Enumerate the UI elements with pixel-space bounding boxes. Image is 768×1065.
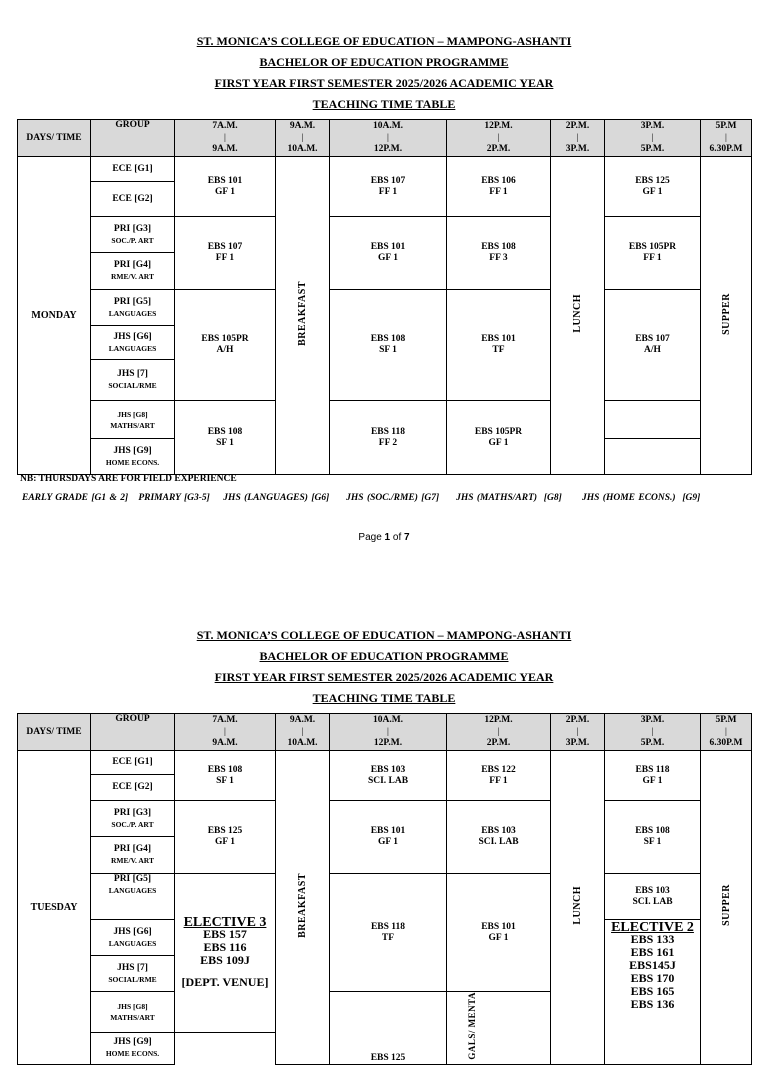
day-tuesday: TUESDAY (18, 751, 91, 1065)
group-header: GROUP (91, 120, 175, 157)
cell: EBS 118 TF (330, 874, 447, 992)
cell: EBS 108 FF 3 (447, 217, 551, 290)
semester-title: FIRST YEAR FIRST SEMESTER 2025/2026 ACADEMIC YEAR (214, 76, 554, 90)
cell: EBS 101 TF (447, 290, 551, 401)
cell: EBS 103 SCI. LAB (447, 801, 551, 874)
timetable-title: TEACHING TIME TABLE (312, 97, 456, 111)
elective-3-cell (175, 874, 276, 1033)
group-g9: JHS [G9] HOME ECONS. (91, 439, 175, 475)
elective-3-venue: [DEPT. VENUE] (181, 975, 269, 990)
semester-title: FIRST YEAR FIRST SEMESTER 2025/2026 ACADEMIC YEAR (214, 670, 554, 684)
slot-12-2: 12P.M. | 2P.M. (447, 714, 551, 751)
supper-column: SUPPER (701, 157, 752, 475)
cell: EBS 103 SCI. LAB (330, 751, 447, 801)
group-g6: JHS [G6] LANGUAGES (91, 920, 175, 956)
note-thursdays: NB: THURSDAYS ARE FOR FIELD EXPERIENCE (20, 474, 237, 484)
group-g5: PRI [G5] LANGUAGES (91, 290, 175, 326)
cell: EBS 105PR FF 1 (605, 217, 701, 290)
group-g3: PRI [G3] SOC./P. ART (91, 801, 175, 837)
slot-3-5: 3P.M. | 5P.M. (605, 714, 701, 751)
cell: EBS 101 GF 1 (447, 874, 551, 992)
cell: EBS 101 GF 1 (330, 217, 447, 290)
group-g6: JHS [G6] LANGUAGES (91, 326, 175, 360)
elective-3-title: ELECTIVE 3 (183, 915, 267, 931)
lunch-column: LUNCH (551, 751, 605, 1065)
group-header: GROUP (91, 714, 175, 751)
group-g2: ECE [G2] (91, 775, 175, 801)
cell: EBS 101 GF 1 (175, 157, 276, 217)
page-number: Page 1 of 7 (358, 532, 410, 543)
group-g9: JHS [G9] HOME ECONS. (91, 1032, 175, 1064)
slot-9-10: 9A.M. | 10A.M. (276, 120, 330, 157)
group-g4: PRI [G4] RME/V. ART (91, 253, 175, 290)
group-g8: JHS [G8] MATHS/ART (91, 401, 175, 439)
elective-2-title: ELECTIVE 2 (611, 920, 694, 935)
days-time-header: DAYS/ TIME (18, 714, 91, 751)
slot-5-630: 5P.M | 6.30P.M (701, 714, 752, 751)
cell: EBS 108 SF 1 (175, 751, 276, 801)
slot-5-630: 5P.M | 6.30P.M (701, 120, 752, 157)
slot-2-3: 2P.M. | 3P.M. (551, 120, 605, 157)
cell: EBS 107 FF 1 (330, 157, 447, 217)
slot-7-9: 7A.M. | 9A.M. (175, 120, 276, 157)
group-g7: JHS [7] SOCIAL/RME (91, 360, 175, 401)
elective-course: EBS 170 (630, 971, 675, 985)
breakfast-column: BREAKFAST (276, 751, 330, 1065)
slot-12-2: 12P.M. | 2P.M. (447, 120, 551, 157)
elective-course: EBS145J (629, 958, 676, 972)
group-g5: PRI [G5] LANGUAGES (91, 874, 175, 920)
cell: EBS 107 A/H (605, 290, 701, 401)
breakfast-column: BREAKFAST (276, 157, 330, 475)
elective-course: EBS 109J (200, 953, 250, 968)
group-g3: PRI [G3] SOC./P. ART (91, 217, 175, 253)
cell: EBS 106 FF 1 (447, 157, 551, 217)
group-g1: ECE [G1] (91, 751, 175, 775)
cell: EBS 118 GF 1 (605, 751, 701, 801)
cell: EBS 108 SF 1 (605, 801, 701, 874)
college-name: ST. MONICA’S COLLEGE OF EDUCATION – MAMPONG-ASHANTI (196, 34, 572, 48)
empty-cell (605, 439, 701, 475)
slot-9-10: 9A.M. | 10A.M. (276, 714, 330, 751)
timetable-monday (17, 119, 752, 475)
cell: EBS 125 GF 1 (605, 157, 701, 217)
group-g1: ECE [G1] (91, 157, 175, 182)
cell: EBS 107 FF 1 (175, 217, 276, 290)
day-monday: MONDAY (18, 157, 91, 475)
elective-course: EBS 133 (630, 932, 675, 946)
group-g7: JHS [7] SOCIAL/RME (91, 956, 175, 992)
cell: GALS/ MENTA (447, 992, 551, 1065)
timetable-title: TEACHING TIME TABLE (312, 691, 456, 705)
cell: EBS 105PR A/H (175, 290, 276, 401)
elective-2-cell (605, 920, 701, 1065)
slot-3-5: 3P.M. | 5P.M. (605, 120, 701, 157)
elective-course: EBS 116 (203, 940, 247, 955)
cell: EBS 108 SF 1 (175, 401, 276, 475)
elective-course: EBS 157 (203, 927, 247, 942)
supper-column: SUPPER (701, 751, 752, 1065)
group-g4: PRI [G4] RME/V. ART (91, 837, 175, 874)
slot-10-12: 10A.M. | 12P.M. (330, 120, 447, 157)
header-row (18, 120, 752, 157)
group-g8: JHS [G8] MATHS/ART (91, 992, 175, 1033)
group-g2: ECE [G2] (91, 182, 175, 217)
slot-10-12: 10A.M. | 12P.M. (330, 714, 447, 751)
cell: EBS 105PR GF 1 (447, 401, 551, 475)
cell: EBS 118 FF 2 (330, 401, 447, 475)
programme-title: BACHELOR OF EDUCATION PROGRAMME (259, 55, 509, 69)
cell: EBS 125 GF 1 (175, 801, 276, 874)
lunch-column: LUNCH (551, 157, 605, 475)
timetable-tuesday (17, 713, 752, 1065)
days-time-header: DAYS/ TIME (18, 120, 91, 157)
group-key: EARLY GRADE [G1 & 2] PRIMARY [G3-5] JHS (LANGUAGES) [G6] JHS (SOC./RME) [G7] JHS (MATHS/ART) [G8] JHS (HOME ECONS.) [G9] (22, 493, 701, 503)
empty-cell (605, 401, 701, 439)
cell: EBS 103 SCI. LAB (605, 874, 701, 920)
slot-7-9: 7A.M. | 9A.M. (175, 714, 276, 751)
cell: EBS 125 (330, 992, 447, 1065)
college-name: ST. MONICA’S COLLEGE OF EDUCATION – MAMPONG-ASHANTI (196, 628, 572, 642)
programme-title: BACHELOR OF EDUCATION PROGRAMME (259, 649, 509, 663)
header-row (18, 714, 752, 751)
elective-course: EBS 136 (630, 997, 675, 1011)
slot-2-3: 2P.M. | 3P.M. (551, 714, 605, 751)
elective-course: EBS 165 (630, 984, 675, 998)
cell: EBS 122 FF 1 (447, 751, 551, 801)
cell: EBS 101 GF 1 (330, 801, 447, 874)
elective-course: EBS 161 (630, 945, 675, 959)
cell: EBS 108 SF 1 (330, 290, 447, 401)
